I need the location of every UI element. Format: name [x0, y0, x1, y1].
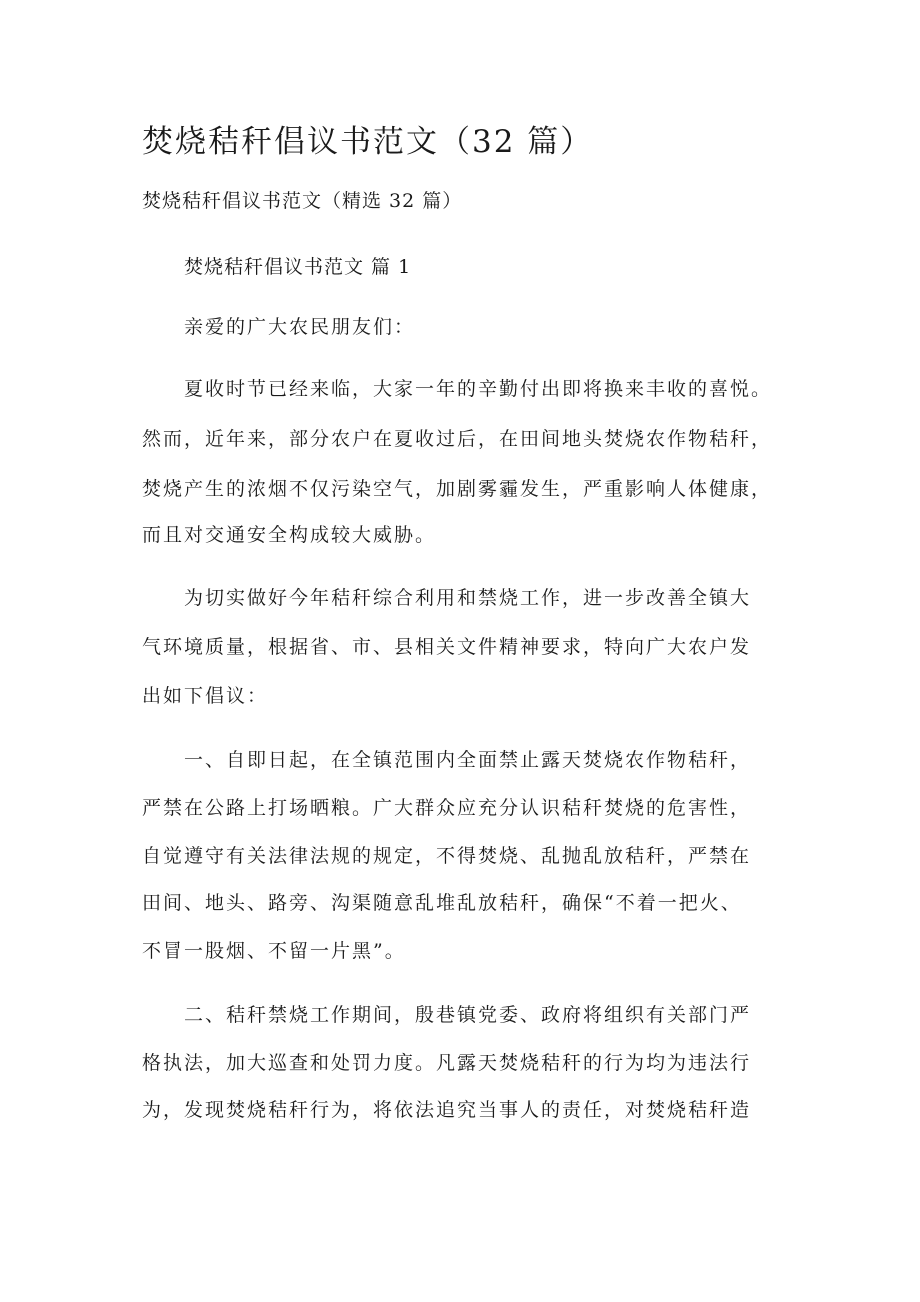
greeting: 亲爱的广大农民朋友们： [184, 316, 416, 338]
document-title: 焚烧秸秆倡议书范文（32 篇） [142, 124, 594, 160]
section-heading: 焚烧秸秆倡议书范文 篇 1 [184, 256, 412, 278]
paragraph-line: 自觉遵守有关法律法规的规定，不得焚烧、乱抛乱放秸秆，严禁在 [142, 845, 752, 867]
paragraph-line: 一、自即日起，在全镇范围内全面禁止露天焚烧农作物秸秆， [184, 749, 752, 771]
paragraph-line: 然而，近年来，部分农户在夏收过后，在田间地头焚烧农作物秸秆， [142, 428, 773, 450]
paragraph-line: 格执法，加大巡查和处罚力度。凡露天焚烧秸秆的行为均为违法行 [142, 1052, 752, 1074]
paragraph-line: 夏收时节已经来临，大家一年的辛勤付出即将换来丰收的喜悦。 [184, 378, 773, 400]
paragraph-line: 为，发现焚烧秸秆行为，将依法追究当事人的责任，对焚烧秸秆造 [142, 1099, 752, 1121]
paragraph-line: 严禁在公路上打场晒粮。广大群众应充分认识秸秆焚烧的危害性， [142, 797, 752, 819]
paragraph-line: 二、秸秆禁烧工作期间，殷巷镇党委、政府将组织有关部门严 [184, 1004, 752, 1026]
paragraph-line: 不冒一股烟、不留一片黑”。 [142, 940, 406, 962]
paragraph-line: 气环境质量，根据省、市、县相关文件精神要求，特向广大农户发 [142, 636, 752, 658]
document-subtitle: 焚烧秸秆倡议书范文（精选 32 篇） [142, 190, 463, 212]
paragraph-line: 为切实做好今年秸秆综合利用和禁烧工作，进一步改善全镇大 [184, 587, 752, 609]
paragraph-line: 而且对交通安全构成较大威胁。 [142, 524, 437, 546]
paragraph-line: 出如下倡议： [142, 685, 269, 707]
paragraph-line: 焚烧产生的浓烟不仅污染空气，加剧雾霾发生，严重影响人体健康， [142, 478, 773, 500]
paragraph-line: 田间、地头、路旁、沟渠随意乱堆乱放秸秆，确保“不着一把火、 [142, 892, 742, 914]
